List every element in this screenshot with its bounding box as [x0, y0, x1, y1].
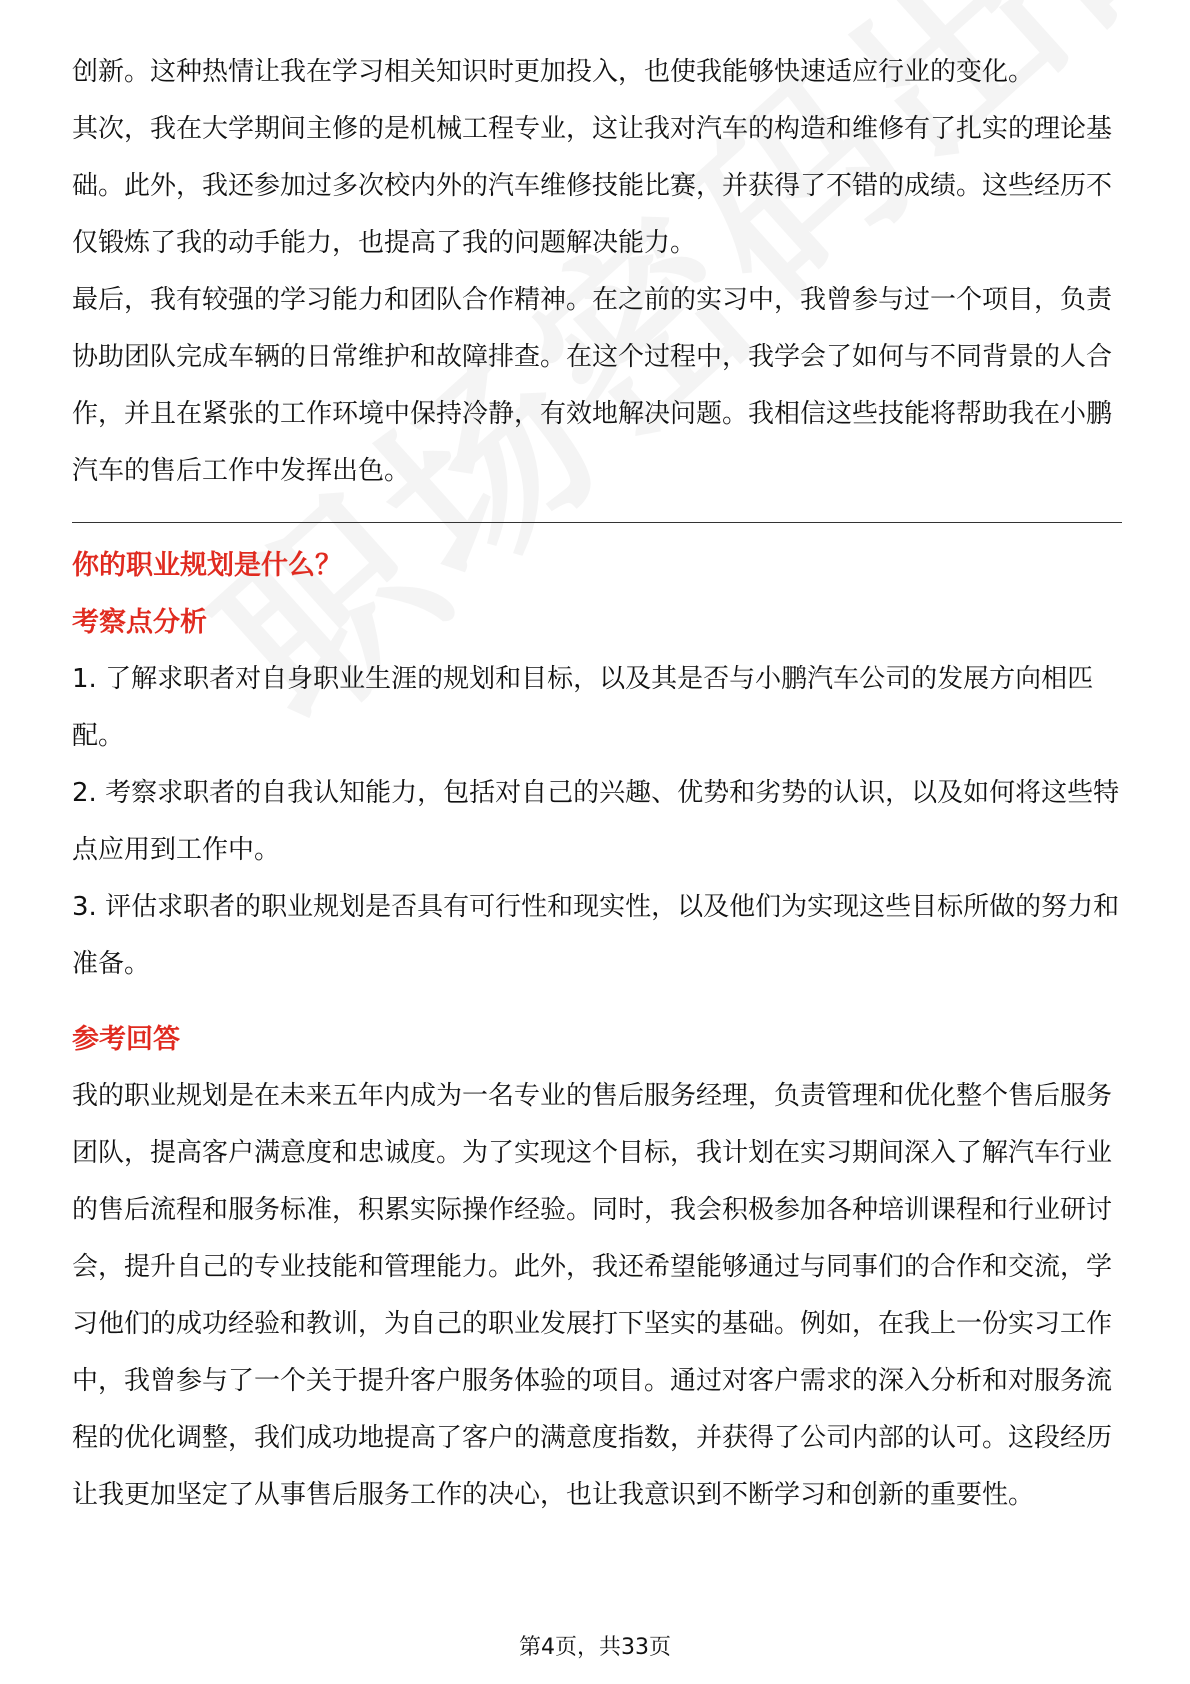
analysis-heading: 考察点分析 [72, 607, 207, 638]
page-number: 第4页，共33页 [519, 1635, 671, 1660]
answer-text: 我的职业规划是在未来五年内成为一名专业的售后服务经理，负责管理和优化整个售后服务团队，提高客户满意度和忠诚度。为了实现这个目标，我计划在实习期间深入了解汽车行业的售后流程和服务标准，积累实际操作经验。同时，我会积极参加各种培训课程和行业研讨会，提升自己的专业技能和管理能力。此外，我还希望能够通过与同事们的合作和交流，学习他们的成功经验和教训，为自己的职业发展打下坚实的基础。例如，在我上一份实习工作中，我曾参与了一个关于提升客户服务体验的项目。通过对客户需求的深入分析和对服务流程的优化调整，我们成功地提高了客户的满意度指数，并获得了公司内部的认可。这段经历让我更加坚定了从事售后服务工作的决心，也让我意识到不断学习和创新的重要性。 [72, 1081, 1113, 1510]
question-heading: 你的职业规划是什么？ [72, 550, 342, 581]
analysis-item-1: 1. 了解求职者对自身职业生涯的规划和目标，以及其是否与小鹏汽车公司的发展方向相匹配。 [72, 664, 1094, 751]
page-content [72, 44, 1122, 1524]
intro-paragraph-3: 最后，我有较强的学习能力和团队合作精神。在之前的实习中，我曾参与过一个项目，负责协助团队完成车辆的日常维护和故障排查。在这个过程中，我学会了如何与不同背景的人合作，并且在紧张的工作环境中保持冷静，有效地解决问题。我相信这些技能将帮助我在小鹏汽车的售后工作中发挥出色。 [72, 285, 1113, 486]
section-divider [72, 522, 1122, 523]
analysis-item-2: 2. 考察求职者的自我认知能力，包括对自己的兴趣、优势和劣势的认识，以及如何将这些特点应用到工作中。 [72, 778, 1120, 865]
analysis-item-3: 3. 评估求职者的职业规划是否具有可行性和现实性，以及他们为实现这些目标所做的努力和准备。 [72, 892, 1120, 979]
intro-paragraph-2: 其次，我在大学期间主修的是机械工程专业，这让我对汽车的构造和维修有了扎实的理论基础。此外，我还参加过多次校内外的汽车维修技能比赛，并获得了不错的成绩。这些经历不仅锻炼了我的动手能力，也提高了我的问题解决能力。 [72, 114, 1113, 258]
intro-paragraph-1: 创新。这种热情让我在学习相关知识时更加投入，也使我能够快速适应行业的变化。 [72, 57, 1035, 87]
answer-heading: 参考回答 [72, 1024, 180, 1055]
